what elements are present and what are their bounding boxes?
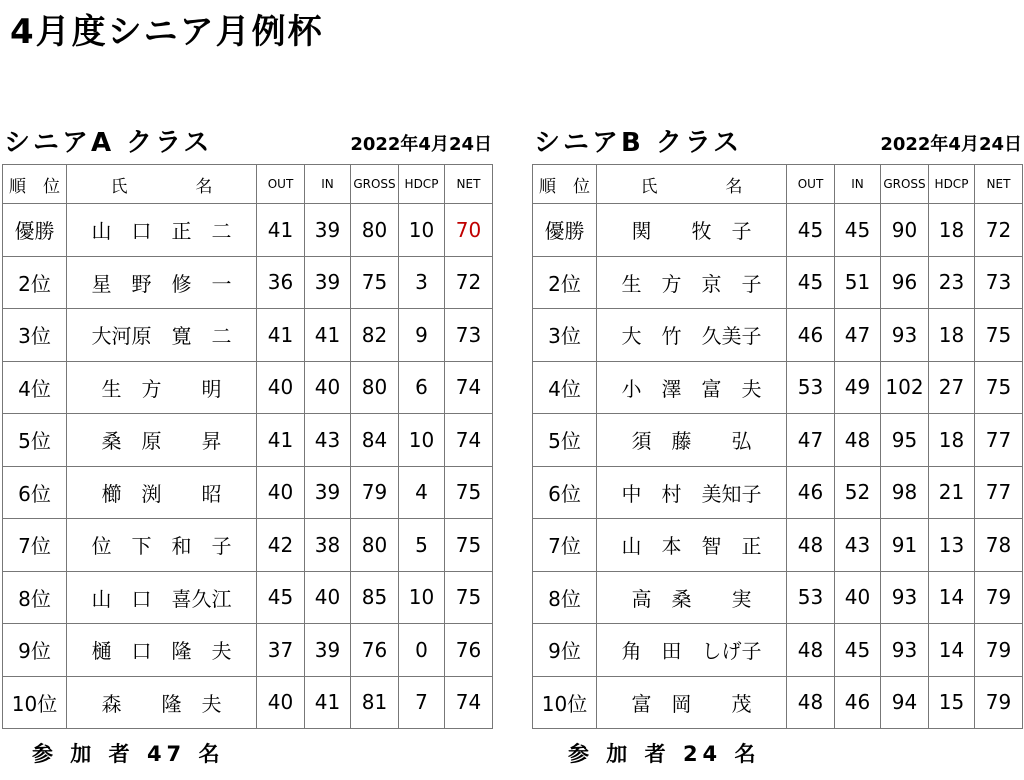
cell-name: 富 岡 茂 — [597, 676, 787, 729]
participants-count: 47 — [146, 742, 187, 766]
cell-out: 47 — [787, 414, 835, 467]
col-gross: GROSS — [881, 165, 929, 204]
class-a-participants — [32, 738, 224, 768]
table-row — [533, 309, 1023, 362]
cell-net: 77 — [975, 414, 1023, 467]
cell-net: 73 — [445, 309, 493, 362]
participants-label: 参 加 者 — [32, 742, 135, 766]
table-row — [533, 466, 1023, 519]
col-in: IN — [835, 165, 881, 204]
cell-out: 41 — [257, 204, 305, 257]
col-out: OUT — [787, 165, 835, 204]
table-header-row — [3, 165, 493, 204]
cell-gross: 91 — [881, 519, 929, 572]
cell-out: 45 — [257, 571, 305, 624]
cell-gross: 82 — [351, 309, 399, 362]
table-row — [533, 676, 1023, 729]
cell-out: 48 — [787, 519, 835, 572]
table-row — [3, 676, 493, 729]
cell-in: 45 — [835, 204, 881, 257]
cell-in: 39 — [305, 466, 351, 519]
cell-in: 47 — [835, 309, 881, 362]
cell-name: 生 方 明 — [67, 361, 257, 414]
cell-gross: 75 — [351, 256, 399, 309]
cell-gross: 94 — [881, 676, 929, 729]
cell-name: 大 竹 久美子 — [597, 309, 787, 362]
cell-hdcp: 13 — [929, 519, 975, 572]
cell-name: 位 下 和 子 — [67, 519, 257, 572]
cell-rank: 9位 — [3, 624, 67, 677]
participants-label: 参 加 者 — [568, 742, 671, 766]
cell-name: 櫛 渕 昭 — [67, 466, 257, 519]
cell-out: 40 — [257, 676, 305, 729]
class-a-results-table — [2, 164, 493, 729]
cell-in: 52 — [835, 466, 881, 519]
table-row — [533, 256, 1023, 309]
col-out: OUT — [257, 165, 305, 204]
cell-name: 星 野 修 一 — [67, 256, 257, 309]
cell-name: 関 牧 子 — [597, 204, 787, 257]
cell-hdcp: 23 — [929, 256, 975, 309]
table-row — [3, 466, 493, 519]
cell-rank: 6位 — [533, 466, 597, 519]
cell-in: 41 — [305, 676, 351, 729]
cell-name: 山 本 智 正 — [597, 519, 787, 572]
cell-gross: 79 — [351, 466, 399, 519]
class-a-section — [2, 122, 492, 729]
cell-net: 74 — [445, 676, 493, 729]
table-header-row — [533, 165, 1023, 204]
participants-unit: 名 — [198, 742, 225, 766]
table-row — [3, 204, 493, 257]
col-net: NET — [445, 165, 493, 204]
cell-hdcp: 4 — [399, 466, 445, 519]
cell-hdcp: 14 — [929, 624, 975, 677]
col-rank: 順 位 — [3, 165, 67, 204]
cell-in: 43 — [835, 519, 881, 572]
cell-gross: 93 — [881, 571, 929, 624]
table-row — [3, 361, 493, 414]
cell-net: 79 — [975, 571, 1023, 624]
cell-hdcp: 18 — [929, 414, 975, 467]
cell-in: 45 — [835, 624, 881, 677]
cell-hdcp: 0 — [399, 624, 445, 677]
cell-out: 46 — [787, 309, 835, 362]
class-b-results-table — [532, 164, 1023, 729]
cell-net: 74 — [445, 414, 493, 467]
cell-rank: 7位 — [3, 519, 67, 572]
cell-net: 75 — [445, 571, 493, 624]
cell-gross: 95 — [881, 414, 929, 467]
cell-in: 43 — [305, 414, 351, 467]
cell-rank: 3位 — [533, 309, 597, 362]
cell-out: 40 — [257, 466, 305, 519]
cell-in: 39 — [305, 256, 351, 309]
table-row — [533, 519, 1023, 572]
cell-rank: 5位 — [3, 414, 67, 467]
table-row — [3, 519, 493, 572]
cell-name: 高 桑 実 — [597, 571, 787, 624]
cell-in: 38 — [305, 519, 351, 572]
cell-hdcp: 5 — [399, 519, 445, 572]
col-hdcp: HDCP — [929, 165, 975, 204]
cell-gross: 76 — [351, 624, 399, 677]
class-b-date: 2022年4月24日 — [880, 134, 1022, 155]
class-b-participants — [568, 738, 760, 768]
cell-in: 48 — [835, 414, 881, 467]
cell-name: 樋 口 隆 夫 — [67, 624, 257, 677]
cell-net: 75 — [975, 309, 1023, 362]
cell-net: 77 — [975, 466, 1023, 519]
cell-out: 45 — [787, 256, 835, 309]
cell-hdcp: 18 — [929, 309, 975, 362]
col-name: 氏 名 — [597, 165, 787, 204]
cell-out: 40 — [257, 361, 305, 414]
cell-net: 72 — [445, 256, 493, 309]
col-net: NET — [975, 165, 1023, 204]
col-rank: 順 位 — [533, 165, 597, 204]
class-a-date: 2022年4月24日 — [350, 134, 492, 155]
participants-count: 24 — [682, 742, 723, 766]
col-in: IN — [305, 165, 351, 204]
cell-hdcp: 10 — [399, 414, 445, 467]
cell-rank: 2位 — [3, 256, 67, 309]
cell-in: 39 — [305, 624, 351, 677]
class-a-title: シニアA クラス — [4, 128, 213, 158]
cell-in: 40 — [835, 571, 881, 624]
table-row — [533, 624, 1023, 677]
cell-rank: 4位 — [533, 361, 597, 414]
cell-name: 生 方 京 子 — [597, 256, 787, 309]
col-gross: GROSS — [351, 165, 399, 204]
cell-out: 42 — [257, 519, 305, 572]
cell-out: 37 — [257, 624, 305, 677]
cell-net: 78 — [975, 519, 1023, 572]
cell-name: 小 澤 富 夫 — [597, 361, 787, 414]
col-name: 氏 名 — [67, 165, 257, 204]
cell-hdcp: 10 — [399, 204, 445, 257]
cell-out: 48 — [787, 676, 835, 729]
cell-hdcp: 27 — [929, 361, 975, 414]
cell-in: 40 — [305, 361, 351, 414]
cell-rank: 優勝 — [533, 204, 597, 257]
cell-in: 39 — [305, 204, 351, 257]
class-b-title: シニアB クラス — [534, 128, 743, 158]
cell-gross: 93 — [881, 309, 929, 362]
table-row — [533, 571, 1023, 624]
page-title: 4月度シニア月例杯 — [10, 12, 324, 52]
cell-net: 79 — [975, 676, 1023, 729]
table-row — [3, 309, 493, 362]
class-b-section — [532, 122, 1022, 729]
cell-rank: 10位 — [533, 676, 597, 729]
table-row — [3, 624, 493, 677]
cell-hdcp: 15 — [929, 676, 975, 729]
cell-net: 72 — [975, 204, 1023, 257]
cell-rank: 6位 — [3, 466, 67, 519]
table-row — [3, 414, 493, 467]
cell-net: 74 — [445, 361, 493, 414]
class-a-header — [2, 122, 492, 164]
cell-gross: 80 — [351, 519, 399, 572]
cell-in: 40 — [305, 571, 351, 624]
cell-net: 73 — [975, 256, 1023, 309]
cell-out: 46 — [787, 466, 835, 519]
cell-rank: 5位 — [533, 414, 597, 467]
table-row — [3, 256, 493, 309]
cell-gross: 102 — [881, 361, 929, 414]
cell-rank: 10位 — [3, 676, 67, 729]
cell-name: 大河原 寛 二 — [67, 309, 257, 362]
cell-rank: 7位 — [533, 519, 597, 572]
cell-rank: 3位 — [3, 309, 67, 362]
cell-in: 49 — [835, 361, 881, 414]
cell-hdcp: 3 — [399, 256, 445, 309]
col-hdcp: HDCP — [399, 165, 445, 204]
cell-gross: 84 — [351, 414, 399, 467]
cell-rank: 9位 — [533, 624, 597, 677]
table-row — [533, 204, 1023, 257]
table-row — [533, 414, 1023, 467]
cell-name: 山 口 喜久江 — [67, 571, 257, 624]
cell-rank: 8位 — [533, 571, 597, 624]
cell-out: 36 — [257, 256, 305, 309]
cell-net: 75 — [975, 361, 1023, 414]
cell-gross: 93 — [881, 624, 929, 677]
cell-gross: 81 — [351, 676, 399, 729]
cell-name: 山 口 正 二 — [67, 204, 257, 257]
cell-gross: 85 — [351, 571, 399, 624]
cell-hdcp: 14 — [929, 571, 975, 624]
cell-hdcp: 9 — [399, 309, 445, 362]
cell-rank: 8位 — [3, 571, 67, 624]
cell-gross: 80 — [351, 204, 399, 257]
cell-hdcp: 10 — [399, 571, 445, 624]
cell-hdcp: 7 — [399, 676, 445, 729]
cell-net: 79 — [975, 624, 1023, 677]
cell-rank: 2位 — [533, 256, 597, 309]
cell-out: 53 — [787, 571, 835, 624]
cell-net: 75 — [445, 519, 493, 572]
participants-unit: 名 — [734, 742, 761, 766]
cell-net: 75 — [445, 466, 493, 519]
cell-out: 53 — [787, 361, 835, 414]
cell-hdcp: 6 — [399, 361, 445, 414]
cell-gross: 98 — [881, 466, 929, 519]
cell-in: 51 — [835, 256, 881, 309]
cell-name: 角 田 しげ子 — [597, 624, 787, 677]
cell-out: 45 — [787, 204, 835, 257]
cell-name: 須 藤 弘 — [597, 414, 787, 467]
cell-hdcp: 21 — [929, 466, 975, 519]
cell-out: 41 — [257, 309, 305, 362]
cell-in: 46 — [835, 676, 881, 729]
cell-hdcp: 18 — [929, 204, 975, 257]
cell-net: 70 — [445, 204, 493, 257]
cell-net: 76 — [445, 624, 493, 677]
cell-gross: 96 — [881, 256, 929, 309]
cell-name: 中 村 美知子 — [597, 466, 787, 519]
cell-gross: 90 — [881, 204, 929, 257]
table-row — [3, 571, 493, 624]
cell-gross: 80 — [351, 361, 399, 414]
cell-in: 41 — [305, 309, 351, 362]
cell-out: 41 — [257, 414, 305, 467]
cell-name: 森 隆 夫 — [67, 676, 257, 729]
cell-rank: 4位 — [3, 361, 67, 414]
class-b-header — [532, 122, 1022, 164]
cell-rank: 優勝 — [3, 204, 67, 257]
cell-out: 48 — [787, 624, 835, 677]
cell-name: 桑 原 昇 — [67, 414, 257, 467]
table-row — [533, 361, 1023, 414]
